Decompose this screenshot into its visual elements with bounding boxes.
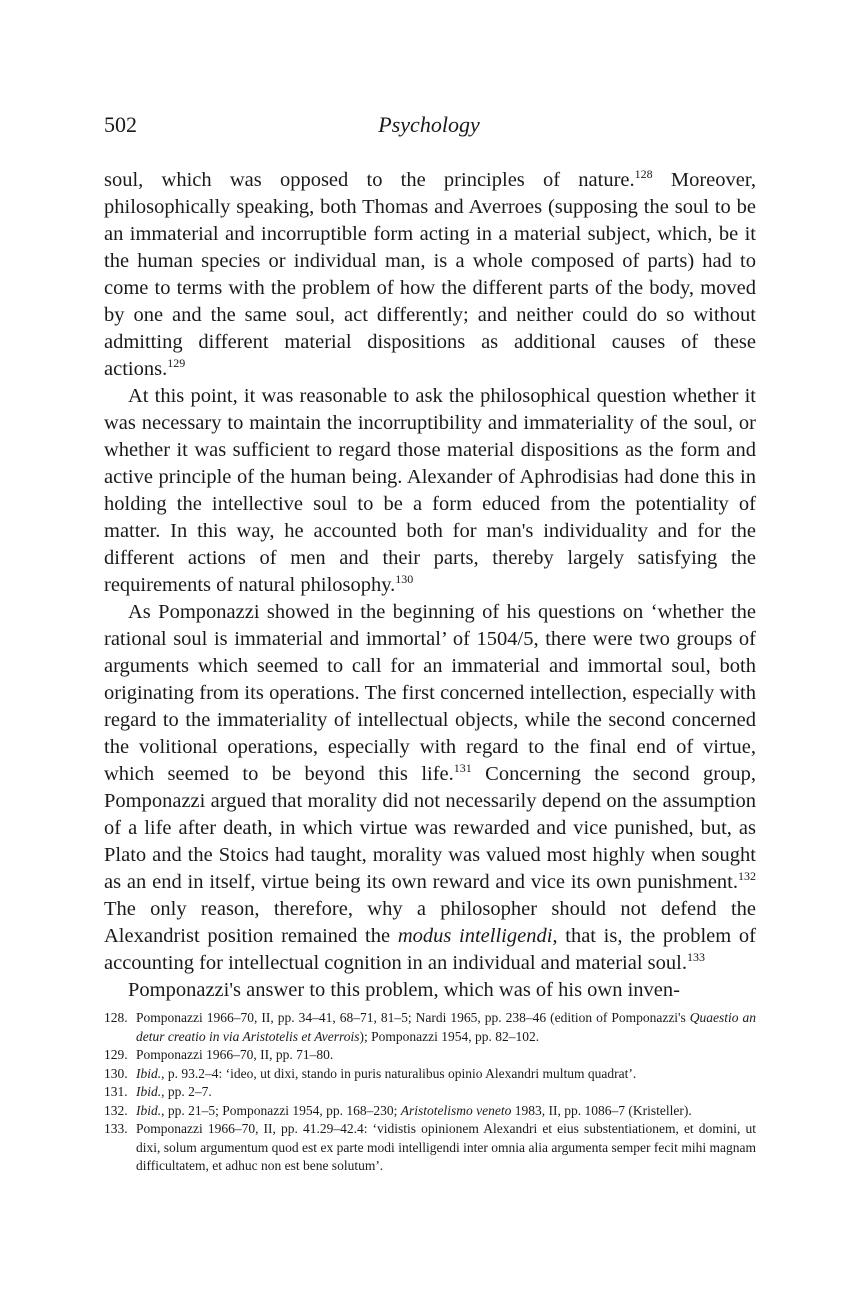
paragraph	[104, 977, 756, 1004]
text-run: that is, the problem of accounting for intellectual cognition in an individual and material soul.	[104, 925, 756, 974]
footnotes	[104, 1009, 756, 1176]
text-run: 1983, II, pp. 1086–7 (Kristeller).	[511, 1102, 692, 1118]
footnote-number: 131.	[104, 1084, 128, 1099]
body-text	[104, 167, 756, 1004]
footnote-ref: 131	[453, 761, 472, 775]
footnote-ref: 130	[395, 572, 414, 586]
italic-text: Ibid.	[136, 1065, 162, 1081]
paragraph	[104, 167, 756, 383]
footnote	[104, 1102, 756, 1121]
running-head: Psychology	[378, 112, 480, 137]
page-number: 502	[104, 112, 137, 137]
text-run: Pomponazzi's answer to this problem, which was of his own inven-	[128, 979, 680, 1001]
text-run: ); Pomponazzi 1954, pp. 82–102.	[359, 1028, 540, 1044]
text-run: As Pomponazzi showed in the beginning of his questions on ‘whether the rational soul is immaterial and immortal’ of 1504/5, there were two groups of arguments which seemed to call for an immaterial and immortal soul, both originating from its operations. The first concerned intellection, especially with regard to the immateriality of intellectual objects, while the second concerned the volitional operations, especially with regard to the final end of virtue, which seemed to be beyond this life.	[104, 601, 756, 785]
text-run: soul, which was opposed to the principles of nature.	[104, 169, 635, 191]
footnote-number: 133.	[104, 1121, 128, 1136]
text-run: , pp. 2–7.	[161, 1084, 212, 1099]
italic-text: modus intelligendi,	[397, 925, 558, 947]
paragraph	[104, 383, 756, 599]
text-run: , pp. 21–5; Pomponazzi 1954, pp. 168–230;	[161, 1102, 401, 1118]
footnote-ref: 132	[738, 869, 756, 883]
paragraph	[104, 599, 756, 977]
text-run: At this point, it was reasonable to ask the philosophical question whether it was necessary to maintain the incorruptibility and immateriality of the soul, or whether it was sufficient to regard those material dispositions as the form and active principle of the human being. Alexander of Aphrodisias had done this in holding the intellective soul to be a form educed from the potentiality of matter. In this way, he accounted both for man's individuality and for the different actions of men and their parts, thereby largely satisfying the requirements of natural philosophy.	[104, 385, 756, 596]
italic-text: Aristotelismo veneto	[400, 1102, 512, 1118]
text-run: Pomponazzi 1966–70, II, pp. 34–41, 68–71, 81–5; Nardi 1965, pp. 238–46 (edition of Pomponazzi's	[136, 1010, 690, 1025]
text-run: , p. 93.2–4: ‘ideo, ut dixi, stando in puris naturalibus opinio Alexandri multum quadrat’.	[161, 1065, 637, 1081]
footnote	[104, 1046, 756, 1065]
text-run: The only reason, therefore, why a philosopher should not defend the Alexandrist position remained the	[104, 898, 756, 947]
footnote-number: 128.	[104, 1010, 128, 1025]
footnote	[104, 1083, 756, 1102]
footnote-ref: 133	[686, 950, 705, 964]
text-run: Pomponazzi 1966–70, II, pp. 41.29–42.4: ‘vidistis opinionem Alexandri et eius substentiationem, et domini, ut dixi, solum argumentum quod est ex parte modi intelligendi inter omnia alia argumenta semper fecit mihi magnam difficultatem, et adhuc non est bene solutum’.	[136, 1121, 756, 1173]
footnote	[104, 1065, 756, 1084]
footnote	[104, 1120, 756, 1176]
text-run: Moreover, philosophically speaking, both Thomas and Averroes (supposing the soul to be an immaterial and incorruptible form acting in a material subject, which, be it the human species or individual man, is a whole composed of parts) had to come to terms with the problem of how the different parts of the body, moved by one and the same soul, act differently; and neither could do so without admitting different material dispositions as additional causes of these actions.	[104, 169, 756, 380]
footnote-ref: 128	[634, 167, 653, 181]
italic-text: Ibid.	[136, 1102, 162, 1118]
italic-text: Ibid.	[136, 1084, 162, 1099]
footnote	[104, 1009, 756, 1046]
footnote-number: 129.	[104, 1047, 128, 1062]
footnote-ref: 129	[167, 356, 186, 370]
footnote-number: 132.	[104, 1102, 128, 1118]
italic-text: Quaestio an detur creatio in via Aristotelis et Averrois	[136, 1010, 756, 1044]
footnote-number: 130.	[104, 1065, 128, 1081]
text-run: Concerning the second group, Pomponazzi argued that morality did not necessarily depend on the assumption of a life after death, in which virtue was rewarded and vice punished, but, as Plato and the Stoics had taught, morality was valued most highly when sought as an end in itself, virtue being its own reward and vice its own punishment.	[104, 763, 756, 893]
page-header	[104, 112, 754, 142]
text-run: Pomponazzi 1966–70, II, pp. 71–80.	[136, 1047, 334, 1062]
